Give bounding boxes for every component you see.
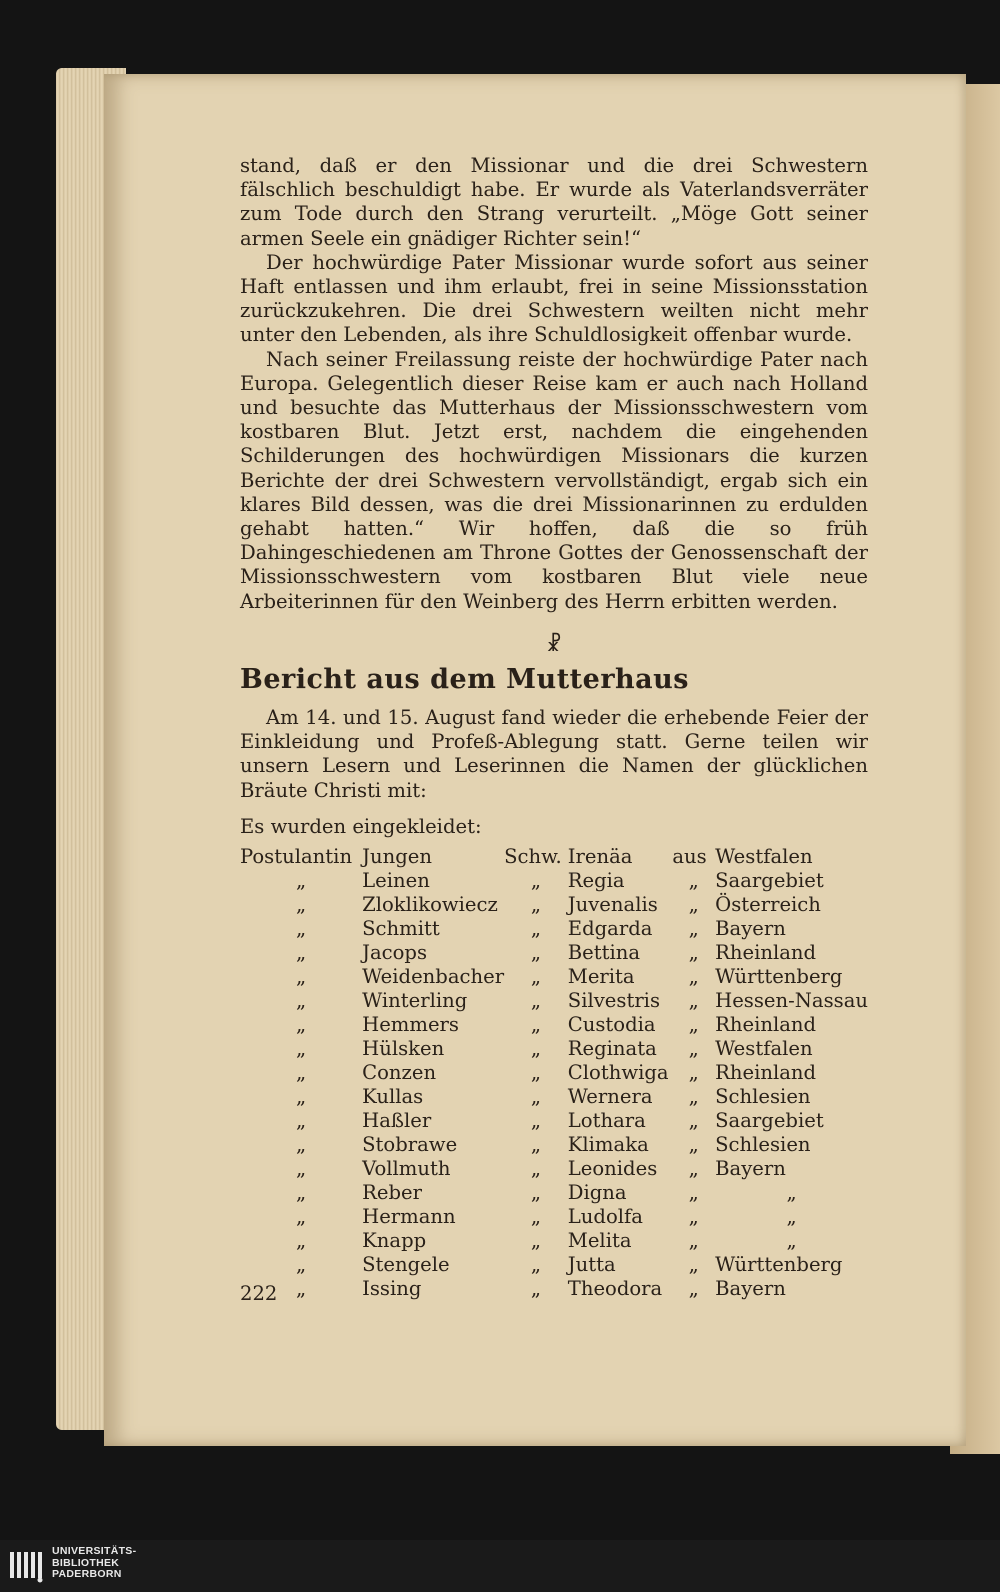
sister-abbrev-cell: „ bbox=[530, 917, 541, 941]
surname-cell: Stengele bbox=[362, 1253, 450, 1277]
table-row bbox=[240, 1205, 868, 1229]
table-row bbox=[240, 869, 868, 893]
surname-cell: Winterling bbox=[362, 989, 468, 1013]
sister-abbrev-cell: „ bbox=[530, 1013, 541, 1037]
title-cell: „ bbox=[296, 1277, 307, 1301]
page-text-block bbox=[240, 154, 868, 1301]
title-cell: „ bbox=[296, 941, 307, 965]
title-cell: „ bbox=[296, 1037, 307, 1061]
surname-cell: Knapp bbox=[362, 1229, 427, 1253]
religious-name-cell: Melita bbox=[567, 1229, 632, 1253]
title-cell: „ bbox=[296, 1085, 307, 1109]
origin-cell: „ bbox=[786, 1181, 797, 1205]
table-row bbox=[240, 1181, 868, 1205]
library-footer bbox=[0, 1540, 1000, 1592]
title-cell: „ bbox=[296, 965, 307, 989]
sister-abbrev-cell: „ bbox=[530, 869, 541, 893]
surname-cell: Jungen bbox=[362, 845, 432, 869]
sister-abbrev-cell: „ bbox=[530, 1085, 541, 1109]
title-cell: „ bbox=[296, 1205, 307, 1229]
from-cell: „ bbox=[688, 1109, 699, 1133]
from-cell: „ bbox=[688, 1181, 699, 1205]
title-cell: „ bbox=[296, 1229, 307, 1253]
table-row bbox=[240, 893, 868, 917]
from-cell: „ bbox=[688, 1253, 699, 1277]
origin-cell: „ bbox=[786, 1205, 797, 1229]
religious-name-cell: Digna bbox=[567, 1181, 627, 1205]
origin-cell: Westfalen bbox=[715, 1037, 813, 1061]
list-intro: Es wurden eingekleidet: bbox=[240, 814, 482, 838]
book-page bbox=[104, 74, 966, 1446]
surname-cell: Jacops bbox=[362, 941, 428, 965]
table-row bbox=[240, 1277, 868, 1301]
religious-name-cell: Wernera bbox=[567, 1085, 653, 1109]
paragraph-2: Der hochwürdige Pater Missionar wurde sofort aus seiner Haft entlassen und ihm erlaubt, frei in seine Missionsstation zurückzukehren. Die drei Schwestern weilten nicht mehr unter den Lebenden, als ihre Schuldlosigkeit offenbar wurde. bbox=[240, 250, 868, 347]
sister-abbrev-cell: „ bbox=[530, 1253, 541, 1277]
from-cell: aus bbox=[672, 845, 707, 869]
religious-name-cell: Merita bbox=[567, 965, 635, 989]
surname-cell: Vollmuth bbox=[362, 1157, 451, 1181]
origin-cell: Bayern bbox=[715, 1277, 786, 1301]
surname-cell: Stobrawe bbox=[362, 1133, 458, 1157]
sister-abbrev-cell: „ bbox=[530, 941, 541, 965]
surname-cell: Reber bbox=[362, 1181, 422, 1205]
title-cell: „ bbox=[296, 1109, 307, 1133]
religious-name-cell: Clothwiga bbox=[567, 1061, 669, 1085]
surname-cell: Kullas bbox=[362, 1085, 424, 1109]
section-heading: Bericht aus dem Mutterhaus bbox=[240, 663, 689, 695]
from-cell: „ bbox=[688, 893, 699, 917]
religious-name-cell: Theodora bbox=[567, 1277, 663, 1301]
table-row bbox=[240, 1253, 868, 1277]
paragraph-3: Nach seiner Freilassung reiste der hochwürdige Pater nach Europa. Gelegentlich dieser Reise kam er auch nach Holland und besuchte das Mutterhaus der Missionsschwestern vom kostbaren Blut. Jetzt erst, nachdem die eingehenden Schilderungen des hochwürdigen Missionars die kurzen Berichte der drei Schwestern vervollständigt, ergab sich ein klares Bild dessen, was die drei Missionarinnen zu erdulden gehabt hatten.“ Wir hoffen, daß die so früh Dahingeschiedenen am Throne Gottes der Genossenschaft der Missionsschwestern vom kostbaren Blut viele neue Arbeiterinnen für den Weinberg des Herrn erbitten werden. bbox=[240, 347, 868, 613]
table-row bbox=[240, 917, 868, 941]
table-row bbox=[240, 1085, 868, 1109]
table-row bbox=[240, 1109, 868, 1133]
surname-cell: Haßler bbox=[362, 1109, 432, 1133]
sister-abbrev-cell: „ bbox=[530, 1277, 541, 1301]
chi-rho-ornament: ☧ bbox=[546, 631, 562, 656]
sister-abbrev-cell: „ bbox=[530, 1157, 541, 1181]
origin-cell: Rheinland bbox=[715, 1013, 817, 1037]
from-cell: „ bbox=[688, 869, 699, 893]
table-row bbox=[240, 1229, 868, 1253]
title-cell: „ bbox=[296, 869, 307, 893]
from-cell: „ bbox=[688, 1229, 699, 1253]
page-number: 222 bbox=[240, 1282, 278, 1305]
library-logo-text bbox=[52, 1546, 136, 1581]
origin-cell: Württenberg bbox=[715, 1253, 843, 1277]
religious-name-cell: Silvestris bbox=[567, 989, 661, 1013]
title-cell: „ bbox=[296, 917, 307, 941]
title-cell: „ bbox=[296, 989, 307, 1013]
from-cell: „ bbox=[688, 1205, 699, 1229]
sister-abbrev-cell: Schw. bbox=[504, 845, 562, 869]
origin-cell: Hessen-Nassau bbox=[715, 989, 868, 1013]
from-cell: „ bbox=[688, 1085, 699, 1109]
religious-name-cell: Lothara bbox=[567, 1109, 646, 1133]
origin-cell: Westfalen bbox=[715, 845, 813, 869]
sister-abbrev-cell: „ bbox=[530, 893, 541, 917]
from-cell: „ bbox=[688, 917, 699, 941]
title-cell: „ bbox=[296, 1181, 307, 1205]
religious-name-cell: Leonides bbox=[567, 1157, 658, 1181]
sister-abbrev-cell: „ bbox=[530, 1181, 541, 1205]
sister-abbrev-cell: „ bbox=[530, 1133, 541, 1157]
religious-name-cell: Juvenalis bbox=[567, 893, 658, 917]
origin-cell: Österreich bbox=[715, 893, 821, 917]
surname-cell: Hemmers bbox=[362, 1013, 459, 1037]
from-cell: „ bbox=[688, 965, 699, 989]
from-cell: „ bbox=[688, 1133, 699, 1157]
origin-cell: „ bbox=[786, 1229, 797, 1253]
origin-cell: Bayern bbox=[715, 1157, 786, 1181]
table-row bbox=[240, 1061, 868, 1085]
sister-abbrev-cell: „ bbox=[530, 1205, 541, 1229]
religious-name-cell: Regia bbox=[567, 869, 625, 893]
origin-cell: Bayern bbox=[715, 917, 786, 941]
origin-cell: Württenberg bbox=[715, 965, 843, 989]
table-row bbox=[240, 1133, 868, 1157]
from-cell: „ bbox=[688, 941, 699, 965]
surname-cell: Zloklikowiecz bbox=[362, 893, 498, 917]
clothing-list-body bbox=[240, 845, 868, 1301]
library-logo-icon bbox=[8, 1548, 48, 1584]
table-row bbox=[240, 965, 868, 989]
religious-name-cell: Ludolfa bbox=[567, 1205, 643, 1229]
religious-name-cell: Bettina bbox=[567, 941, 641, 965]
religious-name-cell: Reginata bbox=[567, 1037, 657, 1061]
table-row bbox=[240, 1037, 868, 1061]
paragraph-1: stand, daß er den Missionar und die drei Schwestern fälschlich beschuldigt habe. Er wurde als Vaterlandsverräter zum Tode durch den Strang verurteilt. „Möge Gott seiner armen Seele ein gnädiger Richter sein!“ bbox=[240, 154, 868, 250]
title-cell: „ bbox=[296, 1253, 307, 1277]
from-cell: „ bbox=[688, 989, 699, 1013]
sister-abbrev-cell: „ bbox=[530, 965, 541, 989]
origin-cell: Rheinland bbox=[715, 1061, 817, 1085]
from-cell: „ bbox=[688, 1157, 699, 1181]
table-row bbox=[240, 845, 868, 869]
title-cell: „ bbox=[296, 1061, 307, 1085]
table-row bbox=[240, 1157, 868, 1181]
surname-cell: Hülsken bbox=[362, 1037, 445, 1061]
logo-line-1: UNIVERSITÄTS- bbox=[52, 1545, 137, 1557]
sister-abbrev-cell: „ bbox=[530, 1037, 541, 1061]
from-cell: „ bbox=[688, 1013, 699, 1037]
sister-abbrev-cell: „ bbox=[530, 1109, 541, 1133]
surname-cell: Schmitt bbox=[362, 917, 440, 941]
religious-name-cell: Jutta bbox=[567, 1253, 616, 1277]
origin-cell: Rheinland bbox=[715, 941, 817, 965]
table-row bbox=[240, 1013, 868, 1037]
title-cell: „ bbox=[296, 1013, 307, 1037]
religious-name-cell: Edgarda bbox=[567, 917, 653, 941]
table-row bbox=[240, 941, 868, 965]
title-cell: Postulantin bbox=[240, 845, 353, 869]
surname-cell: Leinen bbox=[362, 869, 430, 893]
clothing-list-table bbox=[240, 845, 868, 1301]
sister-abbrev-cell: „ bbox=[530, 1229, 541, 1253]
from-cell: „ bbox=[688, 1037, 699, 1061]
sister-abbrev-cell: „ bbox=[530, 1061, 541, 1085]
surname-cell: Hermann bbox=[362, 1205, 456, 1229]
logo-line-2: BIBLIOTHEK bbox=[52, 1556, 120, 1569]
religious-name-cell: Klimaka bbox=[567, 1133, 649, 1157]
title-cell: „ bbox=[296, 893, 307, 917]
surname-cell: Weidenbacher bbox=[362, 965, 505, 989]
sister-abbrev-cell: „ bbox=[530, 989, 541, 1013]
religious-name-cell: Custodia bbox=[567, 1013, 656, 1037]
from-cell: „ bbox=[688, 1277, 699, 1301]
table-row bbox=[240, 989, 868, 1013]
logo-line-3: PADERBORN bbox=[52, 1568, 122, 1580]
origin-cell: Saargebiet bbox=[715, 869, 824, 893]
from-cell: „ bbox=[688, 1061, 699, 1085]
origin-cell: Schlesien bbox=[715, 1085, 811, 1109]
surname-cell: Conzen bbox=[362, 1061, 437, 1085]
origin-cell: Saargebiet bbox=[715, 1109, 824, 1133]
origin-cell: Schlesien bbox=[715, 1133, 811, 1157]
surname-cell: Issing bbox=[362, 1277, 422, 1301]
title-cell: „ bbox=[296, 1133, 307, 1157]
title-cell: „ bbox=[296, 1157, 307, 1181]
religious-name-cell: Irenäa bbox=[567, 845, 633, 869]
section-intro-paragraph: Am 14. und 15. August fand wieder die erhebende Feier der Einkleidung und Profeß-Ablegung statt. Gerne teilen wir unsern Lesern und Leserinnen die Namen der glücklichen Bräute Christi mit: bbox=[240, 706, 868, 802]
